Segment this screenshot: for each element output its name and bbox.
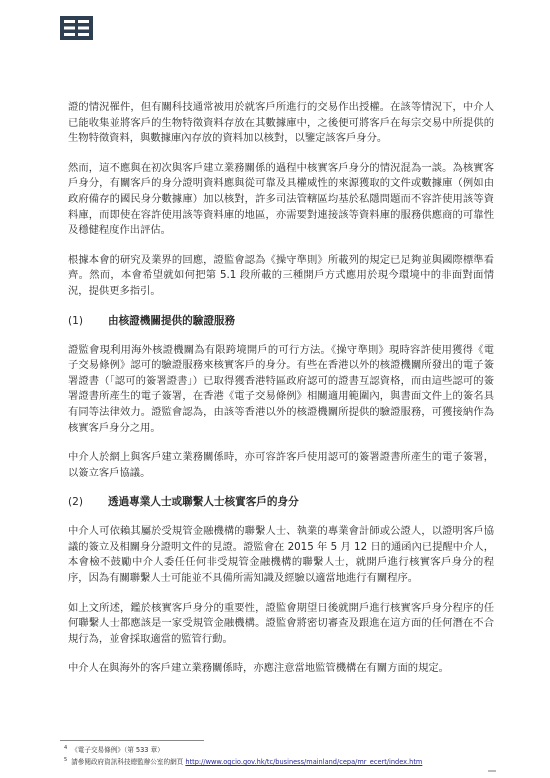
heading-text: 由核證機關提供的驗證服務 (108, 314, 236, 327)
heading-number: (2) (68, 496, 84, 509)
footnote-mark: 4 (64, 745, 68, 751)
footnote-5 (64, 755, 494, 767)
paragraph-verification: 然而，這不應與在初次與客戶建立業務關係的過程中核實客戶身分的情況混為一談。為核實客戶身分，有關客戶的身分證明資料應與從可靠及具權威性的來源獲取的文件或數據庫（例如由政府備存的國民身分數據庫）加以核對，許多司法管轄區均基於私隱問題而不容許使用該等資料庫，而即使在容許使用該等資料庫的地區，亦需要對連接該等資料庫的服務供應商的可靠性及穩健程度作出評估。 (68, 161, 494, 237)
paragraph-e-signature: 中介人於網上與客戶建立業務關係時，亦可容許客戶使用認可的簽署證書所產生的電子簽署，以簽立客戶協議。 (68, 451, 494, 479)
footnote-text: 請參閱政府資訊科技總監辦公室的網頁 (71, 758, 186, 767)
paragraph-professionals: 中介人可依賴其屬於受規管金融機構的聯繫人士、執業的專業會計師或公證人，以證明客戶協議的簽立及相關身分證明文件的見證。證監會在 2015 年 5 月 12 日的通函內已提醒中介人，本會檢不鼓勵中介人委任任何非受規管金融機構的聯繫人士，就開戶進行核實客戶身分的程序，因為有關聯繫人士可能並不具備所需知識及經驗以適當地進行有關程序。 (68, 525, 494, 585)
paragraph-research: 根據本會的研究及業界的回應，證監會認為《操守準則》所載列的規定已足夠並與國際標準看齊。然而，本會希望就如何把第 5.1 段所載的三種開戶方式應用於現今環境中的非面對面情況，提供更多指引。 (68, 253, 494, 297)
footnote-mark: 5 (64, 757, 68, 764)
sfc-logo (60, 16, 93, 40)
heading-text: 透過專業人士或聯繫人士核實客戶的身分 (108, 496, 299, 509)
section-heading-1 (68, 314, 494, 328)
footnote-link[interactable]: http://www.ogcio.gov.hk/tc/business/mainland/cepa/mr_ecert/index.htm (185, 758, 423, 767)
section-heading-2 (68, 495, 494, 509)
paragraph-expectation: 如上文所述，鑑於核實客戶身分的重要性，證監會期望日後就開戶進行核實客戶身分程序的任何聯繫人士都應該是一家受規管金融機構。證監會將密切審查及跟進在這方面的任何潛在不合規行為，並會採取適當的監管行動。 (68, 601, 494, 645)
paragraph-biometric: 證的情況罹件，但有關科技通常被用於就客戶所進行的交易作出授權。在該等情況下，中介人已能收集並將客戶的生物特徵資料存放在其數據庫中，之後便可將客戶在每宗交易中所提供的生物特徵資料，與數據庫內存放的資料加以核對，以鑒定該客戶身分。 (68, 101, 494, 145)
paragraph-overseas: 中介人在與海外的客戶建立業務關係時，亦應注意當地監管機構在有關方面的規定。 (68, 662, 449, 675)
footnotes (64, 743, 494, 767)
page-number-mark (488, 770, 496, 772)
heading-number: (1) (68, 314, 84, 327)
footnote-divider (60, 740, 204, 741)
footnote-4 (64, 743, 494, 755)
paragraph-certification: 證監會現利用海外核證機關為有限跨境開戶的可行方法。《操守準則》現時容許使用獲得《電子交易條例》認可的驗證服務來核實客戶的身分。有些在香港以外的核證機關所發出的電子簽署證書（「認可的簽署證書」）已取得獲香港特區政府認可的證書互認資格，而由這些認可的簽署證書所產生的電子簽署，在香港《電子交易條例》相關適用範圍內，與書面文件上的簽名具有同等法律效力。證監會認為，由該等香港以外的核證機關所提供的驗證服務，可獲接納作為核實客戶身分之用。 (68, 343, 494, 434)
footnote-text: 《電子交易條例》（第 533 章） (71, 746, 164, 755)
document-body (68, 100, 494, 691)
